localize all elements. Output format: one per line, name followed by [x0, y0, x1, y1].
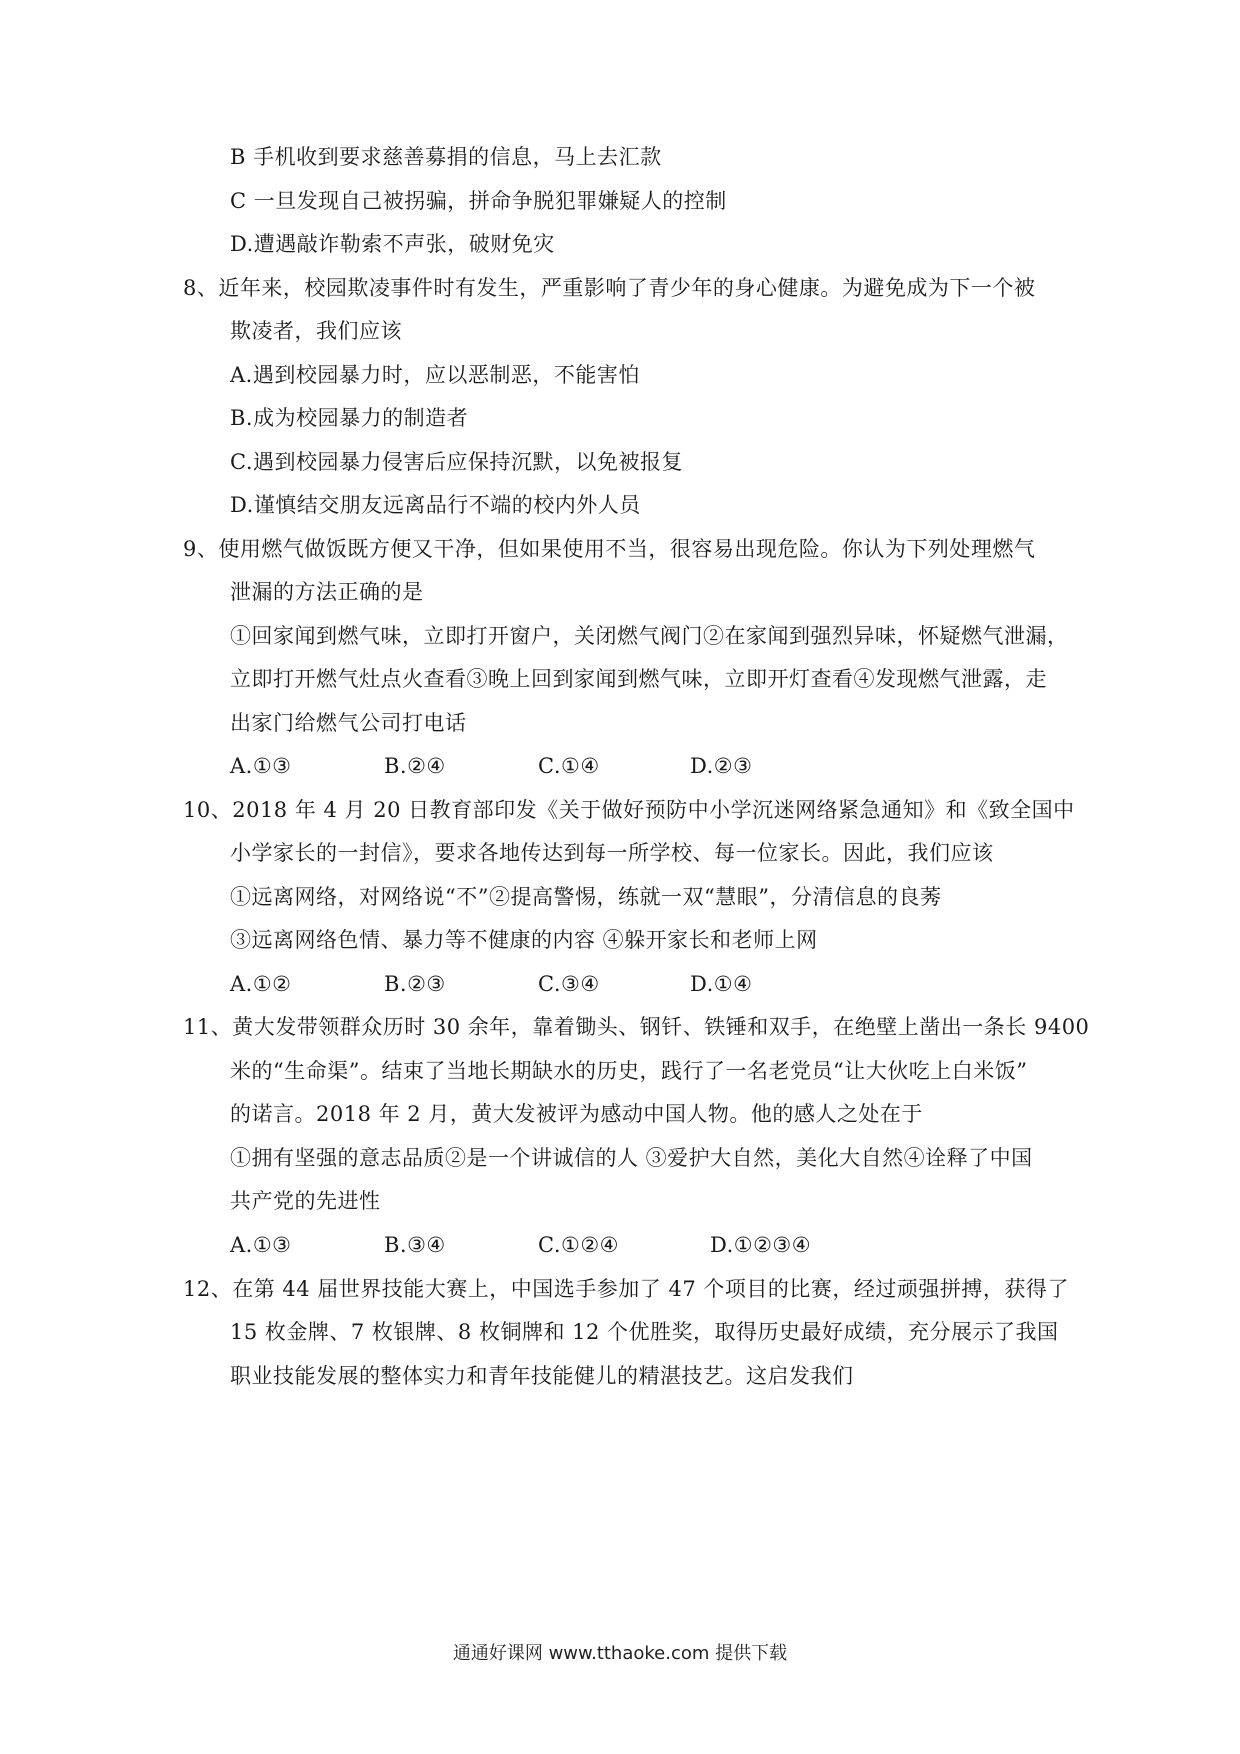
q10-option-d: D.①④: [690, 972, 753, 996]
q9-stem-line1: 9、使用燃气做饭既方便又干净，但如果使用不当，很容易出现危险。你认为下列处理燃气: [183, 537, 1036, 561]
q11-item-line1: ①拥有坚强的意志品质②是一个讲诚信的人 ③爱护大自然，美化大自然④诠释了中国: [230, 1146, 1033, 1170]
q10-stem-line1: 10、2018 年 4 月 20 日教育部印发《关于做好预防中小学沉迷网络紧急通知》和《致全国中: [183, 798, 1075, 822]
q9-option-a: A.①③: [230, 754, 292, 778]
q10-option-a: A.①②: [230, 972, 292, 996]
q10-option-b: B.②③: [384, 972, 446, 996]
page-footer: 通通好课网 www.tthaoke.com 提供下载: [452, 1643, 788, 1664]
q8-option-b: B.成为校园暴力的制造者: [230, 406, 469, 430]
q7-option-d: D.遭遇敲诈勒索不声张，破财免灾: [230, 232, 555, 256]
q9-option-c: C.①④: [538, 754, 600, 778]
q9-item-line1: ①回家闻到燃气味，立即打开窗户，关闭燃气阀门②在家闻到强烈异味，怀疑燃气泄漏，: [230, 624, 1069, 648]
q11-option-a: A.①③: [230, 1233, 292, 1257]
q8-option-c: C.遇到校园暴力侵害后应保持沉默，以免被报复: [230, 450, 683, 474]
q11-stem-line2: 米的“生命渠”。结束了当地长期缺水的历史，践行了一名老党员“让大伙吃上白米饭”: [230, 1059, 1028, 1083]
q9-item-line2: 立即打开燃气灶点火查看③晚上回到家闻到燃气味，立即开灯查看④发现燃气泄露，走: [230, 667, 1047, 691]
q11-option-b: B.③④: [384, 1233, 446, 1257]
q7-option-c: C 一旦发现自己被拐骗，拼命争脱犯罪嫌疑人的控制: [230, 189, 727, 213]
q8-stem-line2: 欺凌者，我们应该: [230, 319, 402, 343]
q11-item-line2: 共产党的先进性: [230, 1189, 381, 1213]
q12-stem-line1: 12、在第 44 届世界技能大赛上，中国选手参加了 47 个项目的比赛，经过顽强拼搏，获得了: [183, 1277, 1069, 1301]
q8-option-a: A.遇到校园暴力时，应以恶制恶，不能害怕: [230, 363, 640, 387]
q10-option-c: C.③④: [538, 972, 600, 996]
q12-stem-line3: 职业技能发展的整体实力和青年技能健儿的精湛技艺。这启发我们: [230, 1364, 854, 1388]
q9-option-b: B.②④: [384, 754, 446, 778]
q9-option-d: D.②③: [690, 754, 753, 778]
q8-stem-line1: 8、近年来，校园欺凌事件时有发生，严重影响了青少年的身心健康。为避免成为下一个被: [183, 276, 1036, 300]
q12-stem-line2: 15 枚金牌、7 枚银牌、8 枚铜牌和 12 个优胜奖，取得历史最好成绩，充分展示了我国: [230, 1320, 1059, 1344]
q10-item-line2: ③远离网络色情、暴力等不健康的内容 ④躲开家长和老师上网: [230, 928, 818, 952]
q11-stem-line1: 11、黄大发带领群众历时 30 余年，靠着锄头、钢钎、铁锤和双手，在绝壁上凿出一条长 9400: [183, 1015, 1090, 1039]
q11-option-c: C.①②④: [538, 1233, 619, 1257]
q7-option-b: B 手机收到要求慈善募捐的信息，马上去汇款: [230, 145, 662, 169]
q10-item-line1: ①远离网络，对网络说“不”②提高警惕，练就一双“慧眼”，分清信息的良莠: [230, 885, 942, 909]
q11-stem-line3: 的诺言。2018 年 2 月，黄大发被评为感动中国人物。他的感人之处在于: [230, 1102, 923, 1126]
q11-option-d: D.①②③④: [710, 1233, 812, 1257]
q10-stem-line2: 小学家长的一封信》，要求各地传达到每一所学校、每一位家长。因此，我们应该: [230, 841, 994, 865]
q8-option-d: D.谨慎结交朋友远离品行不端的校内外人员: [230, 493, 641, 517]
q9-item-line3: 出家门给燃气公司打电话: [230, 711, 467, 735]
q9-stem-line2: 泄漏的方法正确的是: [230, 580, 424, 604]
